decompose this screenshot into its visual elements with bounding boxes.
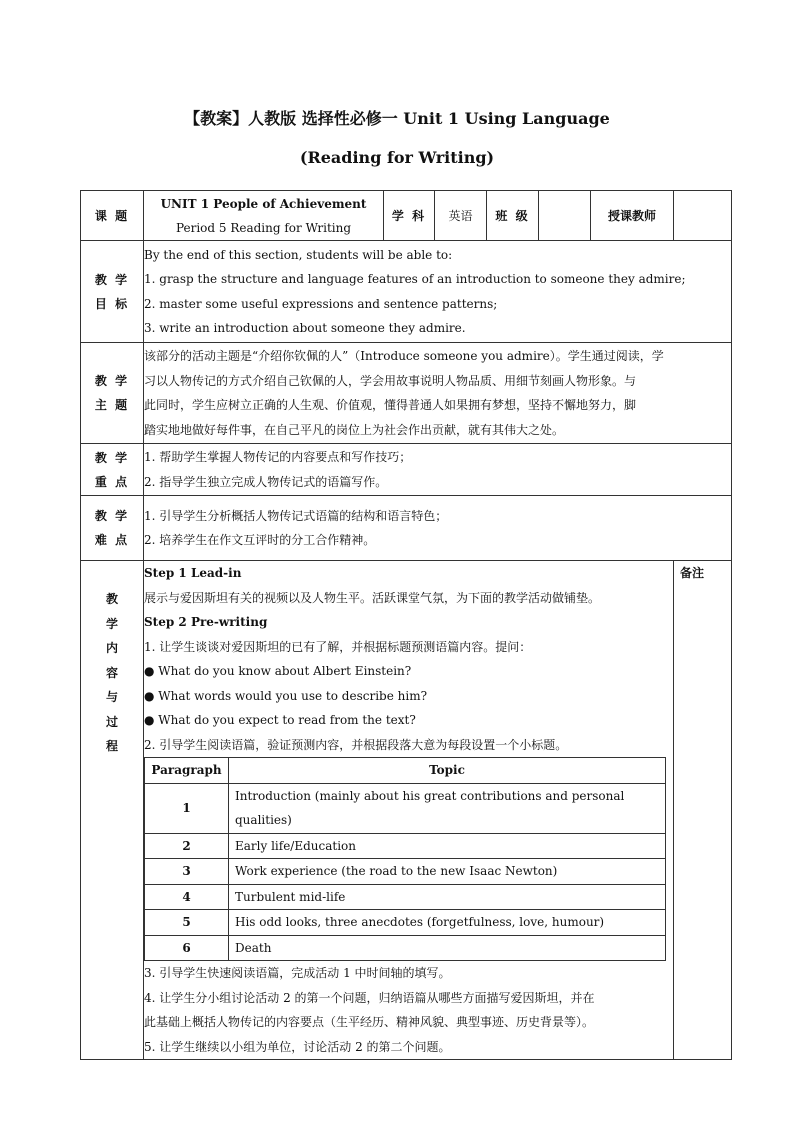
process-label-char: 教: [105, 592, 118, 606]
process-row: [81, 561, 732, 1060]
class-label: 班 级: [487, 191, 539, 241]
paragraph-topic-table: [144, 757, 666, 961]
difficulty-line: 1. 引导学生分析概括人物传记式语篇的结构和语言特色；: [144, 508, 448, 523]
notes-label: 备注: [674, 561, 732, 1060]
table-row: [145, 935, 666, 961]
step2-title: Step 2 Pre-writing: [144, 615, 268, 629]
table-row: [145, 910, 666, 936]
key-points-label-2: 重 点: [94, 474, 130, 489]
theme-row: [81, 343, 732, 444]
process-label-char: 程: [105, 739, 118, 753]
theme-line: 该部分的活动主题是“介绍你钦佩的人”（Introduce someone you admire）。学生通过阅读，学: [144, 349, 664, 363]
table-header-row: [145, 758, 666, 784]
paragraph-topic: His odd looks, three anecdotes (forgetfulness, love, humour): [229, 910, 666, 936]
step2-item-4-line-2: 此基础上概括人物传记的内容要点（生平经历、精神风貌、典型事迹、历史背景等）。: [144, 1015, 595, 1029]
objectives-label-2: 目 标: [94, 296, 130, 311]
process-label-char: 与: [105, 690, 118, 704]
paragraph-number: 5: [145, 910, 229, 936]
process-label-char: 内: [105, 641, 118, 655]
paragraph-number: 2: [145, 833, 229, 859]
key-point-line: 2. 指导学生独立完成人物传记式的语篇写作。: [144, 474, 388, 489]
paragraph-topic: Work experience (the road to the new Isaac Newton): [229, 859, 666, 885]
teacher-label: 授课教师: [591, 191, 674, 241]
step1-text: 展示与爱因斯坦有关的视频以及人物生平。活跃课堂气氛，为下面的教学活动做铺垫。: [144, 590, 601, 605]
step2-item-4-line-1: 4. 让学生分小组讨论活动 2 的第一个问题，归纳语篇从哪些方面描写爱因斯坦，并在: [144, 990, 595, 1005]
paragraph-number: 6: [145, 935, 229, 961]
objectives-row: [81, 241, 732, 343]
topic-header: Topic: [229, 758, 666, 784]
paragraph-topic: Turbulent mid-life: [229, 884, 666, 910]
teacher-value: [674, 191, 732, 241]
question-bullet: ● What do you expect to read from the text?: [144, 713, 416, 727]
paragraph-topic: Early life/Education: [229, 833, 666, 859]
paragraph-topic: Death: [229, 935, 666, 961]
subject-value: 英语: [435, 191, 487, 241]
theme-label-2: 主 题: [94, 398, 130, 412]
theme-line: 习以人物传记的方式介绍自己钦佩的人，学会用故事说明人物品质、用细节刻画人物形象。与: [144, 373, 637, 388]
class-value: [539, 191, 591, 241]
paragraph-number: 4: [145, 884, 229, 910]
table-row: [145, 783, 666, 833]
paragraph-topic: Introduction (mainly about his great contributions and personal qualities): [229, 783, 666, 833]
step1-title: Step 1 Lead-in: [144, 566, 242, 580]
lesson-plan-table: [80, 190, 732, 1060]
info-row: [81, 191, 732, 241]
key-points-label-1: 教 学: [94, 450, 130, 465]
topic-label: 课 题: [81, 191, 144, 241]
unit-title: UNIT 1 People of Achievement: [160, 196, 367, 211]
difficulty-line: 2. 培养学生在作文互评时的分工合作精神。: [144, 533, 376, 547]
subject-label: 学 科: [384, 191, 435, 241]
objectives-line: 2. master some useful expressions and sentence patterns;: [144, 296, 498, 311]
objectives-label-1: 教 学: [94, 272, 130, 287]
table-row: [145, 859, 666, 885]
process-label-char: 过: [105, 714, 118, 729]
key-point-line: 1. 帮助学生掌握人物传记的内容要点和写作技巧；: [144, 450, 412, 464]
process-label-char: 学: [105, 616, 118, 631]
step2-item-3: 3. 引导学生快速阅读语篇，完成活动 1 中时间轴的填写。: [144, 966, 451, 980]
step2-item-1: 1. 让学生谈谈对爱因斯坦的已有了解，并根据标题预测语篇内容。提问：: [144, 639, 532, 654]
theme-line: 此同时，学生应树立正确的人生观、价值观，懂得普通人如果拥有梦想，坚持不懈地努力，脚: [144, 398, 637, 412]
table-row: [145, 833, 666, 859]
question-bullet: ● What do you know about Albert Einstein?: [144, 664, 412, 678]
step2-item-2: 2. 引导学生阅读语篇，验证预测内容，并根据段落大意为每段设置一个小标题。: [144, 737, 568, 752]
step2-item-5: 5. 让学生继续以小组为单位，讨论活动 2 的第二个问题。: [144, 1039, 451, 1054]
period-title: Period 5 Reading for Writing: [175, 220, 352, 235]
theme-line: 踏实地地做好每件事，在自己平凡的岗位上为社会作出贡献，就有其伟大之处。: [144, 422, 565, 437]
document-title: 【教案】人教版 选择性必修一 Unit 1 Using Language: [184, 109, 610, 128]
table-row: [145, 884, 666, 910]
difficulties-label-1: 教 学: [94, 509, 130, 523]
paragraph-number: 1: [145, 783, 229, 833]
paragraph-number: 3: [145, 859, 229, 885]
objectives-line: 1. grasp the structure and language features of an introduction to someone they admire;: [144, 272, 686, 286]
theme-label-1: 教 学: [94, 374, 130, 388]
paragraph-header: Paragraph: [145, 758, 229, 784]
question-bullet: ● What words would you use to describe him?: [144, 688, 428, 703]
process-label-char: 容: [105, 665, 118, 680]
key-points-row: [81, 444, 732, 496]
document-subtitle: (Reading for Writing): [299, 148, 495, 167]
objectives-line: By the end of this section, students will be able to:: [144, 247, 453, 262]
objectives-line: 3. write an introduction about someone they admire.: [144, 321, 466, 335]
difficulties-row: [81, 496, 732, 561]
difficulties-label-2: 难 点: [94, 533, 130, 547]
